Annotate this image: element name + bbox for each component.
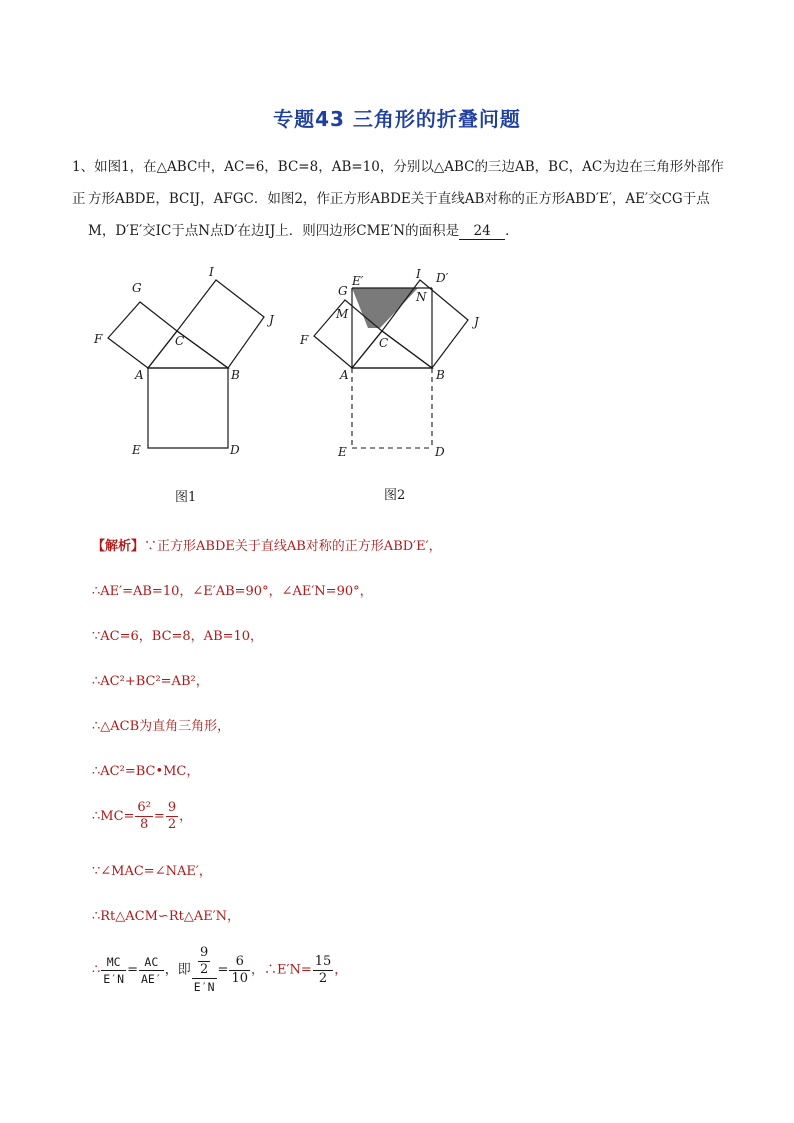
label-b: B xyxy=(436,368,445,382)
figure-1-caption: 图1 xyxy=(175,490,197,505)
fraction-denominator: 10 xyxy=(231,970,248,986)
step7-suffix: ， xyxy=(179,809,193,824)
question-line-3-text: M，D′E′交IC于点N点D′在边IJ上．则四边形CME′N的面积是 xyxy=(88,223,460,239)
solution-step-6: ∴AC²=BC•MC， xyxy=(92,764,200,779)
fraction-denominator: E′N xyxy=(193,980,215,994)
solution-step-2: ∴AE′=AB=10，∠E′AB=90°，∠AE′N=90°， xyxy=(92,584,373,599)
question-line-2: 方形ABDE，BCIJ，AFGC．如图2，作正方形ABDE关于直线AB对称的正方形ABD′E′，AE′交CG于点 xyxy=(88,191,710,207)
square-afgc xyxy=(108,302,177,368)
step7-equals: = xyxy=(153,809,165,824)
triangle-abc xyxy=(148,331,228,368)
fraction-denominator: AE′ xyxy=(140,971,162,986)
step10-equals-1: = xyxy=(127,962,138,978)
label-e: E xyxy=(338,445,347,459)
label-b: B xyxy=(231,368,240,382)
question-line-3 xyxy=(88,215,738,247)
figure-2 xyxy=(290,260,510,470)
label-a: A xyxy=(135,368,144,382)
square-bcij xyxy=(177,280,264,368)
figure-2-caption: 图2 xyxy=(384,488,406,503)
fraction-15-over-2 xyxy=(313,954,334,987)
fraction-denominator: 2 xyxy=(167,817,177,832)
label-f: F xyxy=(300,333,309,347)
label-d: D xyxy=(230,443,240,457)
fraction-numerator: AC xyxy=(139,954,164,971)
triangle-abc xyxy=(352,331,432,368)
label-j: J xyxy=(474,315,479,329)
label-j: J xyxy=(269,313,274,327)
fraction-ac-over-ae1 xyxy=(139,954,164,987)
fraction-numerator: 15 xyxy=(314,953,332,969)
step10-equals-2: = xyxy=(217,962,229,978)
fraction-numerator: 6² xyxy=(137,800,151,815)
solution-step-8: ∵∠MAC=∠NAE′， xyxy=(92,864,212,879)
fraction-mc-over-e1n xyxy=(101,954,126,987)
label-n: N xyxy=(416,290,427,304)
fraction-9-over-2-inner xyxy=(198,945,210,978)
solution-line-1 xyxy=(92,535,442,554)
question-line-1: 1、如图1，在△ABC中，AC=6，BC=8，AB=10，分别以△ABC的三边AB，BC，AC为边在三角形外部作正 xyxy=(72,159,724,207)
figure-1 xyxy=(80,260,300,470)
label-m: M xyxy=(336,307,349,321)
label-i: I xyxy=(209,265,214,279)
solution-step-3: ∵AC=6，BC=8，AB=10， xyxy=(92,629,264,644)
fraction-6sq-over-8 xyxy=(135,800,152,833)
label-g: G xyxy=(132,281,142,295)
label-d1: D′ xyxy=(436,271,449,285)
fraction-nested-numerator xyxy=(192,945,217,979)
label-d: D xyxy=(435,445,445,459)
label-e1: E′ xyxy=(352,274,364,288)
fraction-denominator: 2 xyxy=(318,970,328,986)
fraction-denominator: E′N xyxy=(103,971,125,986)
step10-prefix: ∴ xyxy=(92,962,101,978)
square-abde xyxy=(148,368,228,448)
step10-suffix: ， xyxy=(334,962,348,978)
label-i: I xyxy=(416,267,421,281)
label-c: C xyxy=(175,334,185,348)
step7-prefix: ∴MC= xyxy=(92,809,135,824)
question-line-3-end: ． xyxy=(505,223,519,239)
solution-step-7 xyxy=(92,800,192,833)
fraction-numerator: MC xyxy=(101,954,126,971)
step10-middle-2: ，∴E′N= xyxy=(251,962,312,978)
fraction-nested-9-2-over-e1n xyxy=(192,945,217,995)
solution-step-9: ∴Rt△ACM∽Rt△AE′N， xyxy=(92,909,241,924)
fraction-denominator: 8 xyxy=(140,817,149,832)
fraction-numerator: 9 xyxy=(200,945,209,960)
fraction-denominator: 2 xyxy=(200,962,209,977)
label-a: A xyxy=(340,368,349,382)
fraction-numerator: 6 xyxy=(229,954,250,971)
label-f: F xyxy=(94,332,103,346)
solution-step-4: ∴AC²+BC²=AB²， xyxy=(92,674,209,689)
step10-middle: ，即 xyxy=(164,962,191,978)
fraction-6-over-10 xyxy=(229,954,250,987)
fraction-9-over-2 xyxy=(166,800,178,833)
fraction-numerator: 9 xyxy=(167,800,177,815)
label-c: C xyxy=(379,336,389,350)
label-e: E xyxy=(132,443,141,457)
solution-step-1: ∵正方形ABDE关于直线AB对称的正方形ABD′E′， xyxy=(144,539,442,554)
solution-tag: 【解析】 xyxy=(92,539,145,554)
label-g: G xyxy=(338,284,348,298)
shaded-quadrilateral-cme1n xyxy=(352,288,418,328)
page-title: 专题43 三角形的折叠问题 xyxy=(273,107,521,131)
solution-step-5: ∴△ACB为直角三角形， xyxy=(92,719,231,734)
answer-blank: 24 xyxy=(459,223,505,240)
solution-step-10 xyxy=(92,945,347,995)
